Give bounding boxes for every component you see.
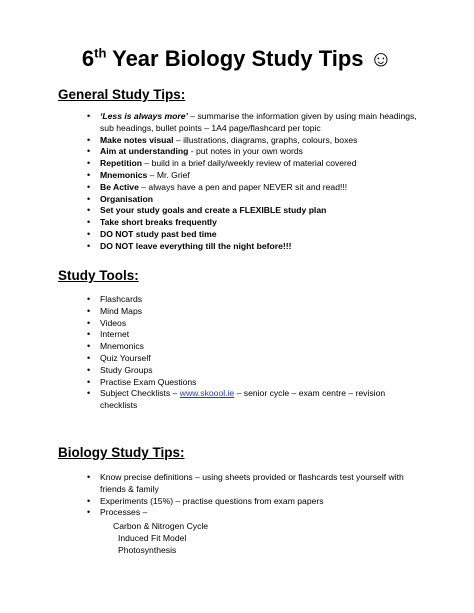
list-item: • Know precise definitions – using sheets provided or flashcards test yourself with friends & family xyxy=(87,472,404,494)
page-title: 6th Year Biology Study Tips ☺ xyxy=(81,45,393,71)
biology-tips-heading: Biology Study Tips: xyxy=(58,445,185,460)
smiley-icon: ☺ xyxy=(369,46,393,71)
general-tips-heading: General Study Tips: xyxy=(58,87,186,102)
study-tools-list xyxy=(87,294,420,412)
list-item: • DO NOT study past bed time xyxy=(87,228,217,239)
biology-tips-list xyxy=(87,472,430,519)
list-item: • Mnemonics – Mr. Grief xyxy=(87,169,190,180)
list-item: • Experiments (15%) – practise questions from exam papers xyxy=(87,495,324,506)
list-item: • Internet xyxy=(87,329,130,340)
list-item: • Processes – xyxy=(87,507,148,518)
list-item: • ‘Less is always more’ – summarise the information given by using main headings, sub headings, bullet points – 1A4 page/flashcard per topic xyxy=(87,111,417,133)
general-tips-list xyxy=(87,111,430,253)
list-item: • Make notes visual – illustrations, diagrams, graphs, colours, boxes xyxy=(87,134,358,145)
list-item: • Mind Maps xyxy=(87,305,143,316)
list-item: • Aim at understanding - put notes in your own words xyxy=(87,146,303,157)
list-item: • Organisation xyxy=(87,193,154,204)
list-item: • Subject Checklists – www.skoool.ie – senior cycle – exam centre – revision checklists xyxy=(87,388,386,411)
list-item: • DO NOT leave everything till the night before!!! xyxy=(87,240,292,251)
list-item: • Study Groups xyxy=(87,364,153,375)
study-tools-heading: Study Tools: xyxy=(58,268,139,283)
process-item: Carbon & Nitrogen Cycle xyxy=(113,521,209,531)
skoool-link[interactable]: www.skoool.ie xyxy=(179,388,235,399)
list-item: • Mnemonics xyxy=(87,341,144,352)
list-item: • Be Active – always have a pen and paper NEVER sit and read!!! xyxy=(87,181,348,192)
list-item: • Practise Exam Questions xyxy=(87,376,197,387)
list-item: • Set your study goals and create a FLEXIBLE study plan xyxy=(87,205,327,216)
list-item: • Take short breaks frequently xyxy=(87,217,217,228)
list-item: • Flashcards xyxy=(87,294,143,304)
list-item: • Quiz Yourself xyxy=(87,352,151,363)
list-item: • Repetition – build in a brief daily/weekly review of material covered xyxy=(87,158,357,169)
list-item: • Videos xyxy=(87,317,127,328)
process-item: Photosynthesis xyxy=(118,545,177,555)
process-item: Induced Fit Model xyxy=(118,533,187,543)
